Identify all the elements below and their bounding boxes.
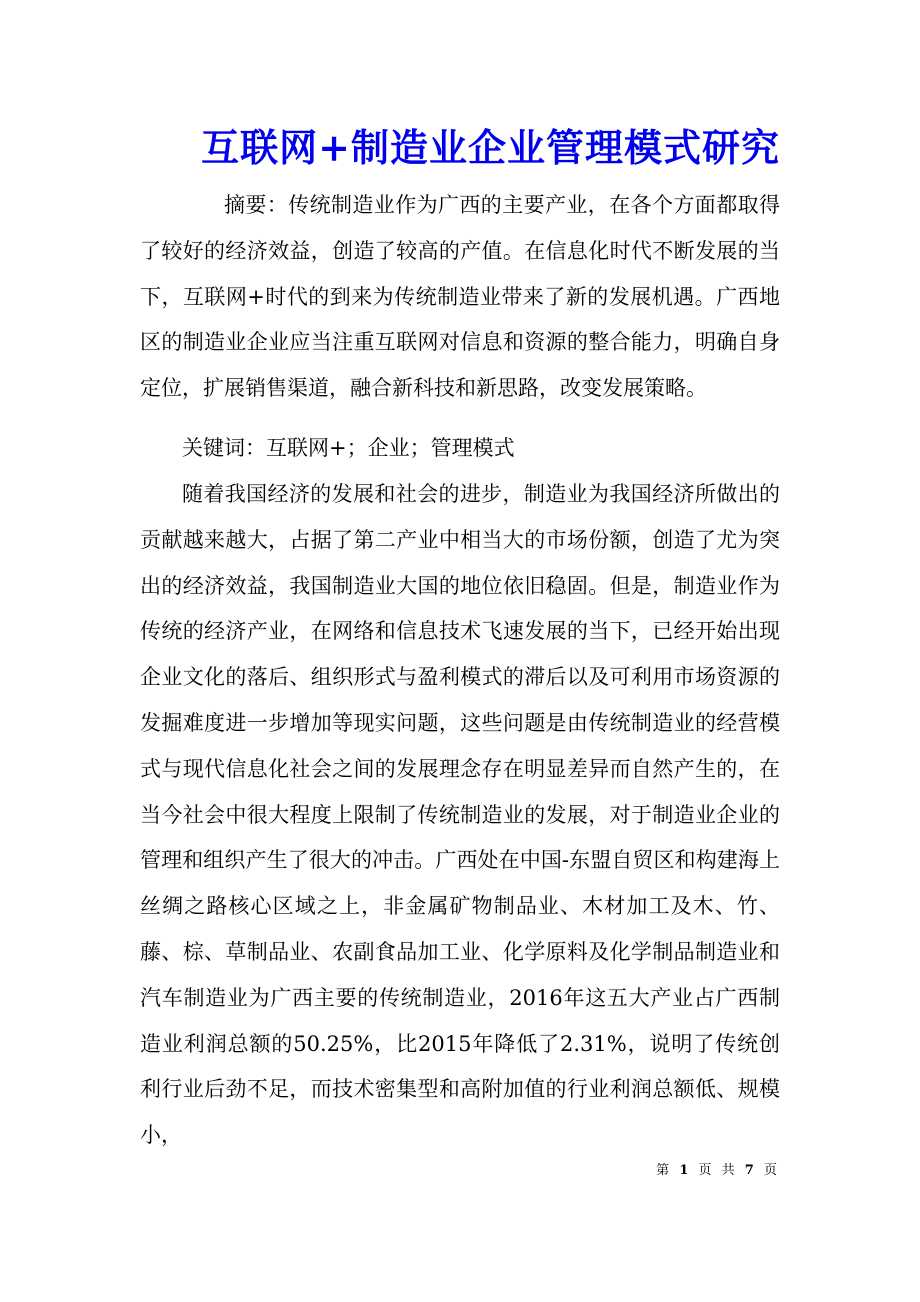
abstract-paragraph: 摘要：传统制造业作为广西的主要产业，在各个方面都取得了较好的经济效益，创造了较高的产值。在信息化时代不断发展的当下，互联网+时代的到来为传统制造业带来了新的发展机遇。广西地区的制造业企业应当注重互联网对信息和资源的整合能力，明确自身定位，扩展销售渠道，融合新科技和新思路，改变发展策略。 (140, 193, 780, 401)
page-footer (656, 1161, 780, 1181)
keywords-line: 关键词：互联网+；企业；管理模式 (182, 436, 515, 460)
document-title: 互联网+制造业企业管理模式研究 (201, 125, 780, 170)
footer-suffix: 页 (763, 1163, 780, 1178)
current-page-number: 1 (679, 1163, 692, 1178)
footer-prefix: 第 (656, 1163, 673, 1178)
body-paragraph: 随着我国经济的发展和社会的进步，制造业为我国经济所做出的贡献越来越大，占据了第二产业中相当大的市场份额，创造了尤为突出的经济效益，我国制造业大国的地位依旧稳固。但是，制造业作为传统的经济产业，在网络和信息技术飞速发展的当下，已经开始出现企业文化的落后、组织形式与盈利模式的滞后以及可利用市场资源的发掘难度进一步增加等现实问题，这些问题是由传统制造业的经营模式与现代信息化社会之间的发展理念存在明显差异而自然产生的，在当今社会中很大程度上限制了传统制造业的发展，对于制造业企业的管理和组织产生了很大的冲击。广西处在中国-东盟自贸区和构建海上丝绸之路核心区域之上，非金属矿物制品业、木材加工及木、竹、藤、棕、草制品业、农副食品加工业、化学原料及化学制品制造业和汽车制造业为广西主要的传统制造业，2016年这五大产业占广西制造业利润总额的50.25%，比2015年降低了2.31%，说明了传统创利行业后劲不足，而技术密集型和高附加值的行业利润总额低、规模小， (140, 482, 780, 1148)
footer-middle: 页 共 (698, 1163, 738, 1178)
total-page-number: 7 (744, 1163, 757, 1178)
